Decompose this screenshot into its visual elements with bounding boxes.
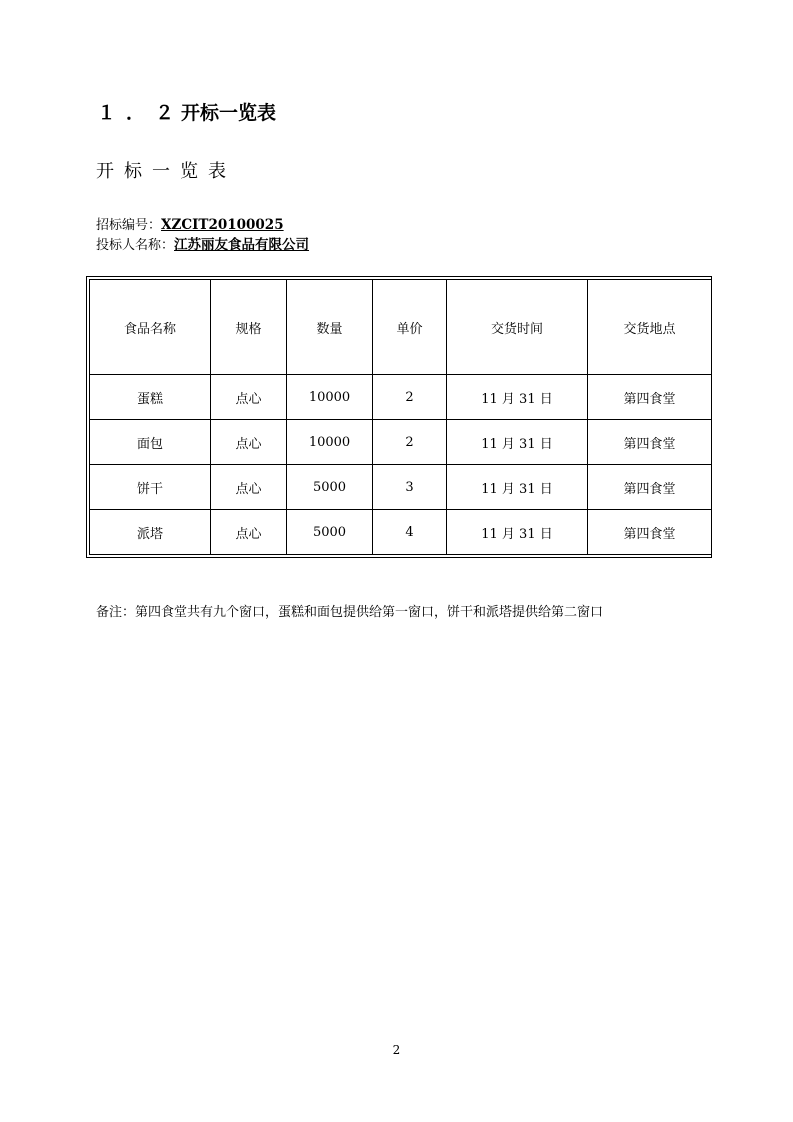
column-header: 交货地点 — [588, 280, 712, 375]
table-cell: 4 — [373, 510, 447, 555]
table-cell: 2 — [373, 420, 447, 465]
table-row — [90, 375, 712, 420]
table-cell: 11 月 31 日 — [447, 465, 588, 510]
section-title: 开标一览表 — [181, 102, 277, 124]
table-cell: 3 — [373, 465, 447, 510]
bid-table-frame — [86, 276, 712, 558]
table-row — [90, 465, 712, 510]
table-cell: 11 月 31 日 — [447, 420, 588, 465]
table-cell: 派塔 — [90, 510, 211, 555]
table-row — [90, 420, 712, 465]
column-header: 规格 — [211, 280, 287, 375]
section-heading — [97, 100, 276, 126]
table-cell: 第四食堂 — [588, 375, 712, 420]
table-cell: 点心 — [211, 420, 287, 465]
table-cell: 5000 — [287, 465, 373, 510]
table-cell: 饼干 — [90, 465, 211, 510]
column-header: 数量 — [287, 280, 373, 375]
table-cell: 10000 — [287, 375, 373, 420]
column-header: 食品名称 — [90, 280, 211, 375]
section-number: １．２ — [97, 102, 185, 124]
bid-number-value: XZCIT20100025 — [161, 217, 284, 233]
document-title: 开标一览表 — [96, 161, 236, 182]
table-cell: 第四食堂 — [588, 510, 712, 555]
bid-number-line — [96, 216, 284, 235]
page-number: 2 — [392, 1043, 401, 1057]
bidder-label: 投标人名称： — [96, 238, 175, 253]
table-cell: 11 月 31 日 — [447, 375, 588, 420]
table-cell: 点心 — [211, 465, 287, 510]
table-cell: 10000 — [287, 420, 373, 465]
bidder-line — [96, 236, 309, 255]
table-cell: 点心 — [211, 510, 287, 555]
column-header: 交货时间 — [447, 280, 588, 375]
bid-table — [89, 279, 712, 555]
table-cell: 2 — [373, 375, 447, 420]
table-cell: 蛋糕 — [90, 375, 211, 420]
table-cell: 第四食堂 — [588, 420, 712, 465]
bidder-value: 江苏丽友食品有限公司 — [174, 237, 310, 253]
table-cell: 第四食堂 — [588, 465, 712, 510]
table-cell: 面包 — [90, 420, 211, 465]
table-cell: 点心 — [211, 375, 287, 420]
column-header: 单价 — [373, 280, 447, 375]
remark-note: 备注：第四食堂共有九个窗口，蛋糕和面包提供给第一窗口，饼干和派塔提供给第二窗口 — [96, 605, 604, 620]
bid-number-label: 招标编号： — [96, 218, 162, 233]
table-header-row — [90, 280, 712, 375]
table-cell: 11 月 31 日 — [447, 510, 588, 555]
table-row — [90, 510, 712, 555]
table-cell: 5000 — [287, 510, 373, 555]
